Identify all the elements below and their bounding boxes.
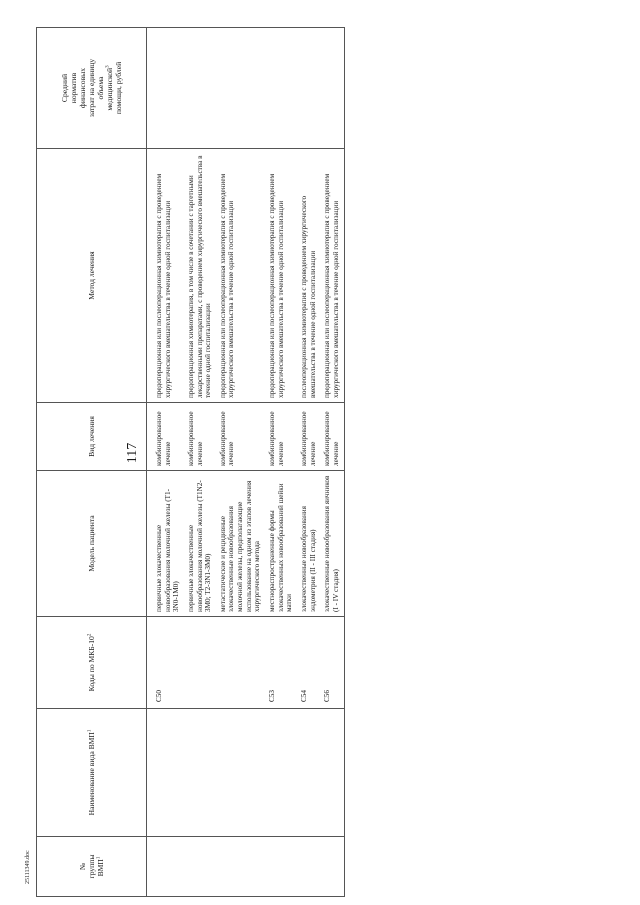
header-treatment-type [37,403,147,471]
icd-code-cell: C53 [265,617,297,709]
average-cost-cell [320,28,344,149]
treatment-method-cell: предоперационная или послеоперационная химиотерапия с проведением хирургического вмешательства в течение одной госпитализации [216,149,265,403]
treatment-type-cell: комбинированное лечение [265,403,297,471]
vmp-name-cell [265,709,297,837]
header-group-number [37,837,147,897]
footnote-mark: 1 [87,729,93,733]
icd-code-cell [184,617,216,709]
vmp-name-cell [320,709,344,837]
header-text: Метод лечения [86,251,96,300]
vmp-name-cell [297,709,320,837]
header-text: Коды по МКБ-$10^2$ [86,633,96,692]
patient-model-cell: первичные злокачественные новообразования молочной железы (T1-3N0-1M0) [147,471,184,617]
header-text: финансовых [77,67,87,109]
patient-model-cell: метастатические и рецидивные злокачественные новообразования молочной железы, предполагающие использование на одном из этапов лечения хирургического метода [216,471,265,617]
header-text: ВМП$^1$ [96,856,106,877]
treatment-type-cell: комбинированное лечение [216,403,265,471]
vmp-name-cell [184,709,216,837]
header-icd-codes [37,617,147,709]
page-number: 117 [125,442,140,464]
treatment-method-cell: предоперационная или послеоперационная химиотерапия с проведением хирургического вмешательства в течение одной госпитализации [265,149,297,403]
header-text: Средний [59,73,69,103]
vmp-name-cell [216,709,265,837]
header-text: помощи, рублей [114,61,124,115]
table-row [265,28,297,897]
header-text: Вид лечения [86,416,96,457]
patient-model-cell: злокачественные новообразования яичников (I - IV стадия) [320,471,344,617]
document-code: 25111349.doc [25,850,31,884]
group-number-cell [320,837,344,897]
treatment-method-cell: послеоперационная химиотерапия с проведением хирургического вмешательства в течение одной госпитализации [297,149,320,403]
header-patient-model [37,471,147,617]
header-text: объема [96,76,106,100]
footnote-mark: 1 [96,856,102,860]
header-text: затрат на единицу [86,58,96,118]
patient-model-cell: первичные злокачественные новообразования молочной железы (T1N2-3M0; T2-3N1-3M0) [184,471,216,617]
average-cost-cell [216,28,265,149]
treatment-type-cell: комбинированное лечение [320,403,344,471]
table-row [216,28,265,897]
icd-code-cell [216,617,265,709]
header-text: медицинской$^3$ [105,65,115,111]
treatment-method-cell: предоперационная или послеоперационная химиотерапия с проведением хирургического вмешательства в течение одной госпитализации [147,149,184,403]
average-cost-cell [297,28,320,149]
icd-code-cell: C56 [320,617,344,709]
table-body [147,28,345,897]
table-row [147,28,184,897]
header-text: Наименование вида ВМП$^1$ [86,729,96,816]
group-number-cell [216,837,265,897]
vmp-name-cell [147,709,184,837]
table-header-row [37,28,147,897]
table-row [297,28,320,897]
header-vmp-name [37,709,147,837]
group-number-cell [184,837,216,897]
icd-code-cell: C54 [297,617,320,709]
footnote-mark: 3 [105,65,111,68]
header-average-cost [37,28,147,149]
treatment-type-cell: комбинированное лечение [297,403,320,471]
treatment-type-cell: комбинированное лечение [184,403,216,471]
header-treatment-method [37,149,147,403]
vmp-table [36,27,345,897]
header-text: Модель пациента [86,515,96,572]
average-cost-cell [184,28,216,149]
group-number-cell [265,837,297,897]
patient-model-cell: местнораспространенные формы злокачественных новообразований шейки матки [265,471,297,617]
average-cost-cell [147,28,184,149]
average-cost-cell [265,28,297,149]
group-number-cell [147,837,184,897]
table-row [184,28,216,897]
rotated-table-container [36,28,602,897]
header-text: группы [86,854,96,879]
header-text: норматив [68,72,78,104]
group-number-cell [297,837,320,897]
icd-code-cell: C50 [147,617,184,709]
footnote-mark: 2 [87,633,93,637]
treatment-type-cell: комбинированное лечение [147,403,184,471]
treatment-method-cell: предоперационная химиотерапия, в том числе в сочетании с таргетными лекарственными препаратами, с проведением хирургического вмешательства в течение одной госпитализации [184,149,216,403]
patient-model-cell: злокачественные новообразования эндометрия (II - III стадия) [297,471,320,617]
treatment-method-cell: предоперационная или послеоперационная химиотерапия с проведением хирургического вмешательства в течение одной госпитализации [320,149,344,403]
header-text: № [77,862,87,871]
table-row [320,28,344,897]
